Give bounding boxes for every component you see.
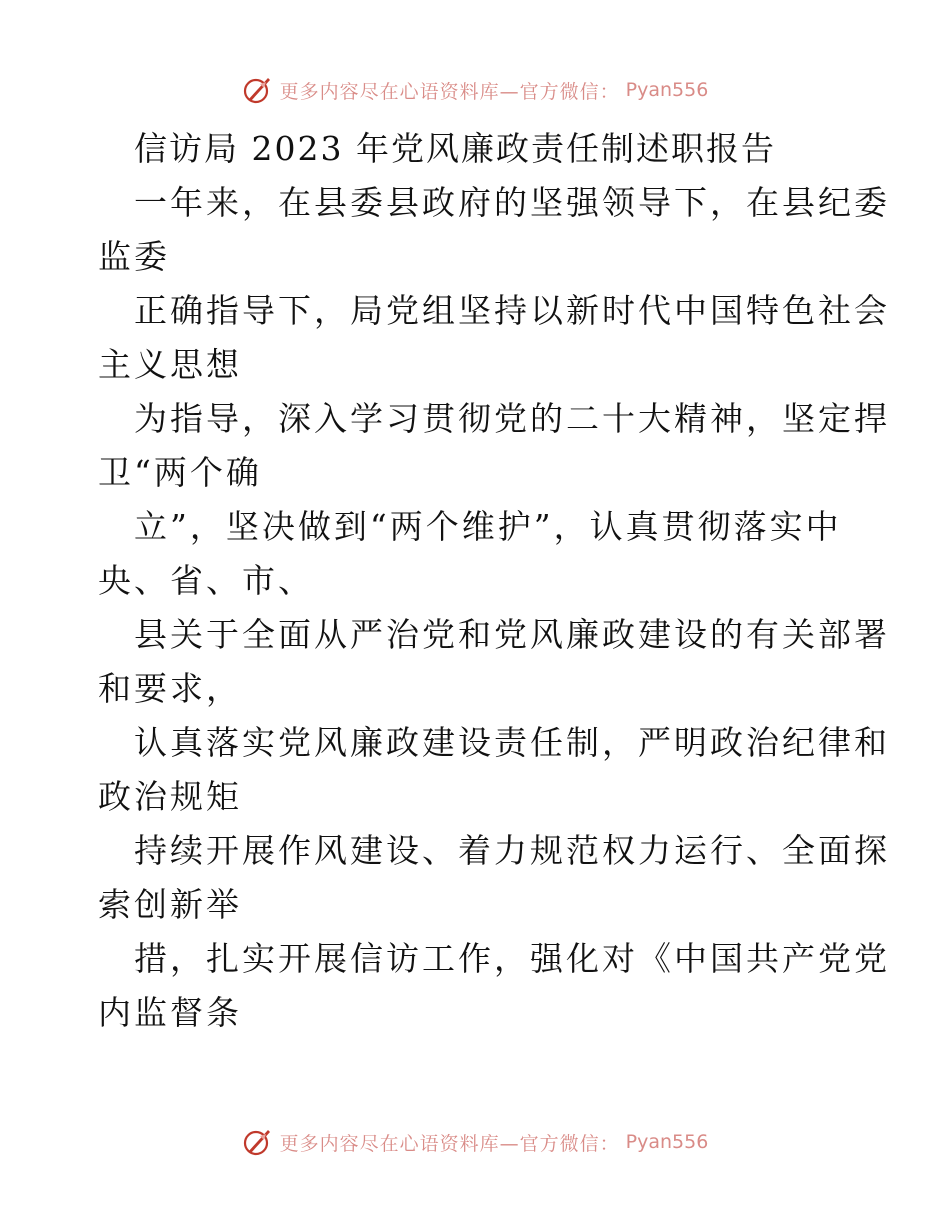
paragraph-line: 持续开展作风建设、着力规范权力运行、全面探 bbox=[134, 831, 890, 870]
watermark-account: Pyan556 bbox=[625, 1131, 709, 1153]
paragraph-line: 索创新举 bbox=[98, 885, 242, 924]
paragraph-line: 立”，坚决做到“两个维护”，认真贯彻落实中 bbox=[134, 507, 842, 546]
paragraph-line: 措，扎实开展信访工作，强化对《中国共产党党 bbox=[134, 939, 890, 978]
paragraph-line: 监委 bbox=[98, 237, 170, 276]
paragraph-line: 政治规矩 bbox=[98, 777, 242, 816]
watermark-text: 更多内容尽在心语资料库—官方微信： bbox=[279, 80, 620, 103]
paragraph-line: 县关于全面从严治党和党风廉政建设的有关部署 bbox=[134, 615, 890, 654]
paragraph-line: 正确指导下，局党组坚持以新时代中国特色社会 bbox=[134, 291, 890, 330]
watermark-text: 更多内容尽在心语资料库—官方微信： bbox=[279, 1132, 620, 1155]
header-watermark bbox=[0, 70, 950, 110]
document-body bbox=[98, 122, 890, 1040]
paragraph-line: 主义思想 bbox=[98, 345, 242, 384]
footer-watermark bbox=[0, 1122, 950, 1162]
paragraph-line: 和要求， bbox=[98, 669, 242, 708]
paragraph-line: 认真落实党风廉政建设责任制，严明政治纪律和 bbox=[134, 723, 890, 762]
paragraph-line: 内监督条 bbox=[98, 993, 242, 1032]
paragraph-line: 卫“两个确 bbox=[98, 453, 262, 492]
paragraph-line: 为指导，深入学习贯彻党的二十大精神，坚定捍 bbox=[134, 399, 890, 438]
quill-pen-circle-icon bbox=[242, 1126, 274, 1158]
quill-pen-circle-icon bbox=[242, 74, 274, 106]
paragraph-line: 一年来，在县委县政府的坚强领导下，在县纪委 bbox=[134, 183, 890, 222]
document-title: 信访局 2023 年党风廉政责任制述职报告 bbox=[134, 129, 776, 168]
watermark-account: Pyan556 bbox=[625, 79, 709, 101]
paragraph-line: 央、省、市、 bbox=[98, 561, 314, 600]
